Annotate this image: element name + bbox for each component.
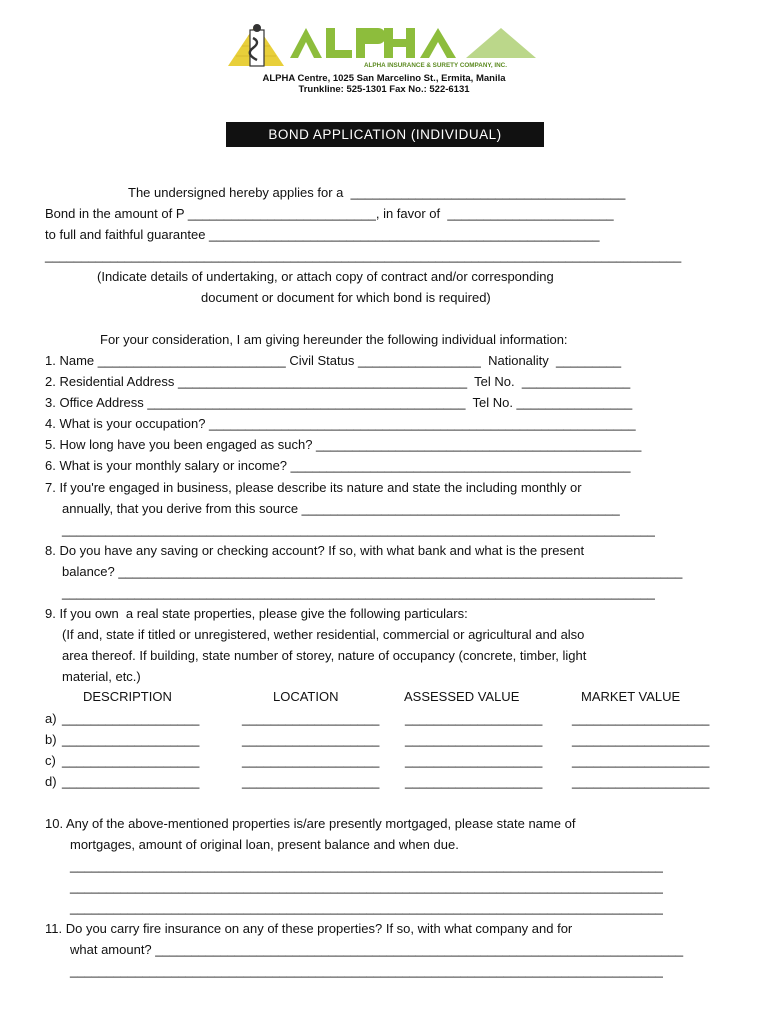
- column-header-market-value: MARKET VALUE: [581, 689, 681, 704]
- location-blank[interactable]: ___________________: [242, 753, 380, 768]
- question-10-line-1: 10. Any of the above-mentioned properties is/are presently mortgaged, please state name of: [45, 816, 576, 831]
- question-10-blank-3[interactable]: __________________________________________________________________________________: [70, 900, 663, 915]
- question-11-blank[interactable]: __________________________________________________________________________________: [70, 963, 663, 978]
- row-label: c): [45, 753, 56, 768]
- location-blank[interactable]: ___________________: [242, 711, 380, 726]
- market-value-blank[interactable]: ___________________: [572, 732, 710, 747]
- question-11-line-1: 11. Do you carry fire insurance on any of these properties? If so, with what company and for: [45, 921, 573, 936]
- question-9-line-1: 9. If you own a real state properties, please give the following particulars:: [45, 606, 468, 621]
- market-value-blank[interactable]: ___________________: [572, 774, 710, 789]
- question-2: 2. Residential Address ________________________________________ Tel No. _______________: [45, 374, 631, 389]
- description-blank[interactable]: ___________________: [62, 753, 200, 768]
- description-blank[interactable]: ___________________: [62, 732, 200, 747]
- question-8-line-1: 8. Do you have any saving or checking account? If so, with what bank and what is the present: [45, 543, 585, 558]
- intro-note-1: (Indicate details of undertaking, or attach copy of contract and/or corresponding: [97, 269, 554, 284]
- location-blank[interactable]: ___________________: [242, 732, 380, 747]
- question-10-line-2: mortgages, amount of original loan, present balance and when due.: [70, 837, 459, 852]
- company-phone: Trunkline: 525-1301 Fax No.: 522-6131: [298, 84, 470, 95]
- question-9-line-4: material, etc.): [62, 669, 141, 684]
- question-7-line-2: annually, that you derive from this source ____________________________________________: [62, 501, 620, 516]
- row-label: d): [45, 774, 57, 789]
- question-10-blank-2[interactable]: __________________________________________________________________________________: [70, 879, 663, 894]
- consideration-text: For your consideration, I am giving hereunder the following individual information:: [100, 332, 568, 347]
- question-9-line-3: area thereof. If building, state number of storey, nature of occupancy (concrete, timber, light: [62, 648, 587, 663]
- question-5: 5. How long have you been engaged as such? _____________________________________________: [45, 437, 642, 452]
- company-address: ALPHA Centre, 1025 San Marcelino St., Ermita, Manila: [262, 73, 506, 84]
- location-blank[interactable]: ___________________: [242, 774, 380, 789]
- question-7-line-1: 7. If you're engaged in business, please describe its nature and state the including monthly or: [45, 480, 582, 495]
- question-6: 6. What is your monthly salary or income? _______________________________________________: [45, 458, 631, 473]
- form-title: BOND APPLICATION (INDIVIDUAL): [226, 122, 544, 147]
- market-value-blank[interactable]: ___________________: [572, 711, 710, 726]
- market-value-blank[interactable]: ___________________: [572, 753, 710, 768]
- column-header-location: LOCATION: [273, 689, 339, 704]
- question-4: 4. What is your occupation? ___________________________________________________________: [45, 416, 636, 431]
- intro-line-1: The undersigned hereby applies for a ______________________________________: [128, 185, 626, 200]
- intro-line-2: Bond in the amount of P __________________________, in favor of _______________________: [45, 206, 614, 221]
- assessed-value-blank[interactable]: ___________________: [405, 711, 543, 726]
- question-11-line-2: what amount? _________________________________________________________________________: [70, 942, 684, 957]
- intro-note-2: document or document for which bond is required): [201, 290, 491, 305]
- row-label: b): [45, 732, 57, 747]
- column-header-assessed-value: ASSESSED VALUE: [404, 689, 520, 704]
- question-1: 1. Name __________________________ Civil Status _________________ Nationality _________: [45, 353, 622, 368]
- question-9-line-2: (If and, state if titled or unregistered, wether residential, commercial or agricultural and also: [62, 627, 585, 642]
- description-blank[interactable]: ___________________: [62, 711, 200, 726]
- row-label: a): [45, 711, 57, 726]
- company-logo: [226, 22, 538, 70]
- assessed-value-blank[interactable]: ___________________: [405, 732, 543, 747]
- question-8-line-2: balance? ______________________________________________________________________________: [62, 564, 683, 579]
- alpha-logo-graphic: [226, 22, 538, 70]
- assessed-value-blank[interactable]: ___________________: [405, 774, 543, 789]
- intro-line-4: ________________________________________________________________________________________: [45, 248, 682, 263]
- column-header-description: DESCRIPTION: [83, 689, 172, 704]
- logo-subtext: ALPHA INSURANCE & SURETY COMPANY, INC.: [364, 62, 507, 69]
- intro-line-3: to full and faithful guarantee ______________________________________________________: [45, 227, 600, 242]
- assessed-value-blank[interactable]: ___________________: [405, 753, 543, 768]
- question-7-line-3: __________________________________________________________________________________: [62, 522, 655, 537]
- description-blank[interactable]: ___________________: [62, 774, 200, 789]
- question-8-line-3: __________________________________________________________________________________: [62, 585, 655, 600]
- question-3: 3. Office Address ____________________________________________ Tel No. ________________: [45, 395, 633, 410]
- question-10-blank-1[interactable]: __________________________________________________________________________________: [70, 858, 663, 873]
